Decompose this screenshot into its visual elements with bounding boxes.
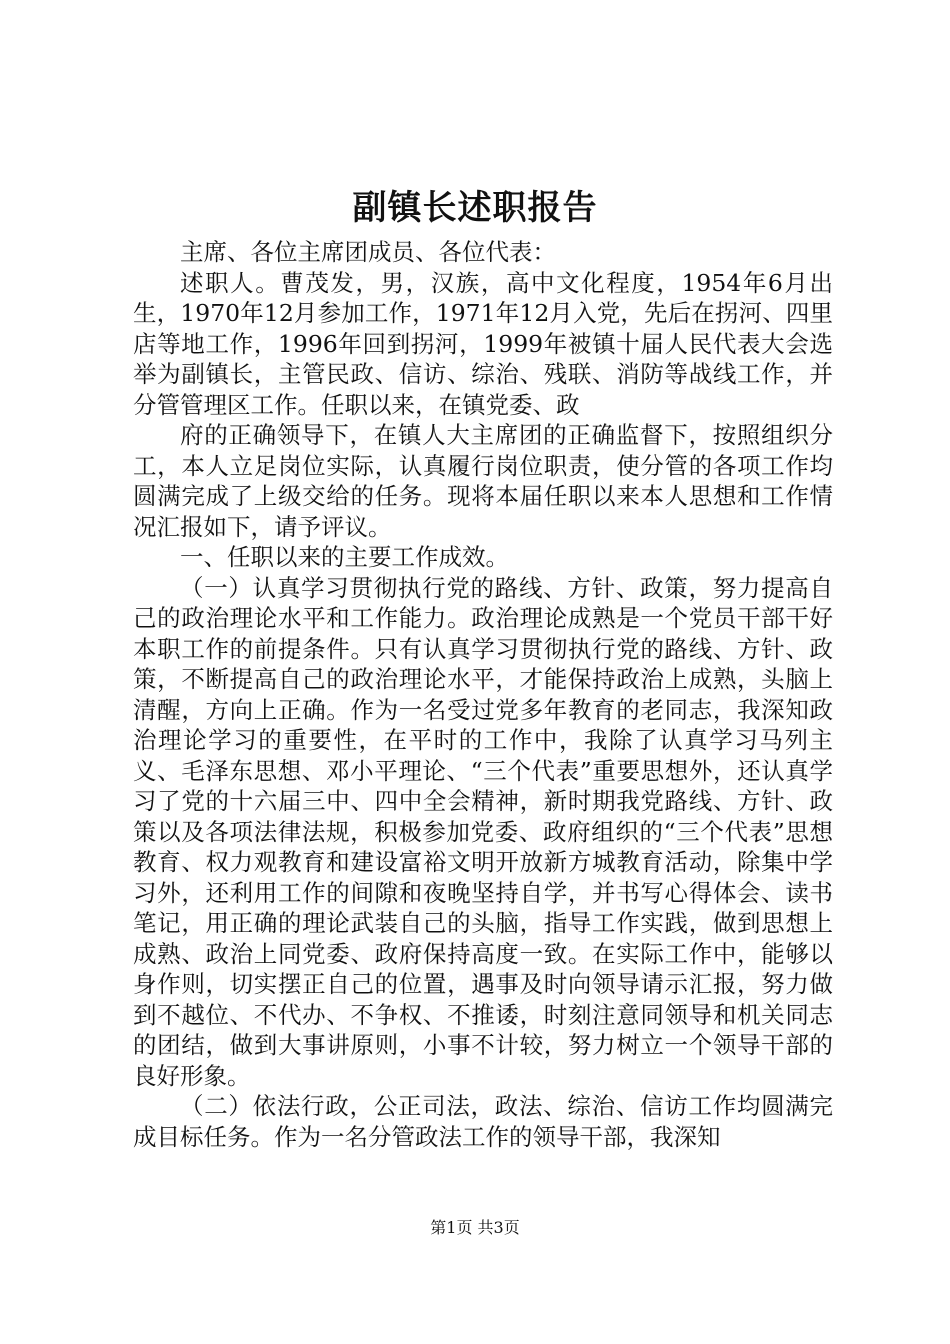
paragraph-salutation: 主席、各位主席团成员、各位代表： bbox=[180, 238, 556, 266]
document-body bbox=[133, 237, 833, 1152]
paragraph-introduction-continued: 府的正确领导下，在镇人大主席团的正确监督下，按照组织分工，本人立足岗位实际，认真履行岗位职责，使分管的各项工作均圆满完成了上级交给的任务。现将本届任职以来本人思想和工作情况汇报如下，请予评议。 bbox=[133, 421, 833, 541]
section-heading-achievements: 一、任职以来的主要工作成效。 bbox=[180, 543, 509, 571]
paragraph-section-two: （二）依法行政，公正司法，政法、综治、信访工作均圆满完成目标任务。作为一名分管政法工作的领导干部，我深知 bbox=[133, 1092, 833, 1151]
paragraph-section-one: （一）认真学习贯彻执行党的路线、方针、政策，努力提高自己的政治理论水平和工作能力。政治理论成熟是一个党员干部干好本职工作的前提条件。只有认真学习贯彻执行党的路线、方针、政策，不断提高自己的政治理论水平，才能保持政治上成熟，头脑上清醒，方向上正确。作为一名受过党多年教育的老同志，我深知政治理论学习的重要性，在平时的工作中，我除了认真学习马列主义、毛泽东思想、邓小平理论、“三个代表”重要思想外，还认真学习了党的十六届三中、四中全会精神，新时期我党路线、方针、政策以及各项法律法规，积极参加党委、政府组织的“三个代表”思想教育、权力观教育和建设富裕文明开放新方城教育活动，除集中学习外，还利用工作的间隙和夜晚坚持自学，并书写心得体会、读书笔记，用正确的理论武装自己的头脑，指导工作实践，做到思想上成熟、政治上同党委、政府保持高度一致。在实际工作中，能够以身作则，切实摆正自己的位置，遇事及时向领导请示汇报，努力做到不越位、不代办、不争权、不推诿，时刻注意同领导和机关同志的团结，做到大事讲原则，小事不计较，努力树立一个领导干部的良好形象。 bbox=[133, 573, 833, 1090]
paragraph-introduction: 述职人。曹茂发，男，汉族，高中文化程度，1954年6月出生，1970年12月参加工作，1971年12月入党，先后在拐河、四里店等地工作，1996年回到拐河，1999年被镇十届人民代表大会选举为副镇长，主管民政、信访、综治、残联、消防等战线工作，并分管管理区工作。任职以来，在镇党委、政 bbox=[133, 268, 833, 419]
page-number-footer: 第1页 共3页 bbox=[430, 1218, 520, 1237]
document-title: 副镇长述职报告 bbox=[352, 188, 598, 228]
